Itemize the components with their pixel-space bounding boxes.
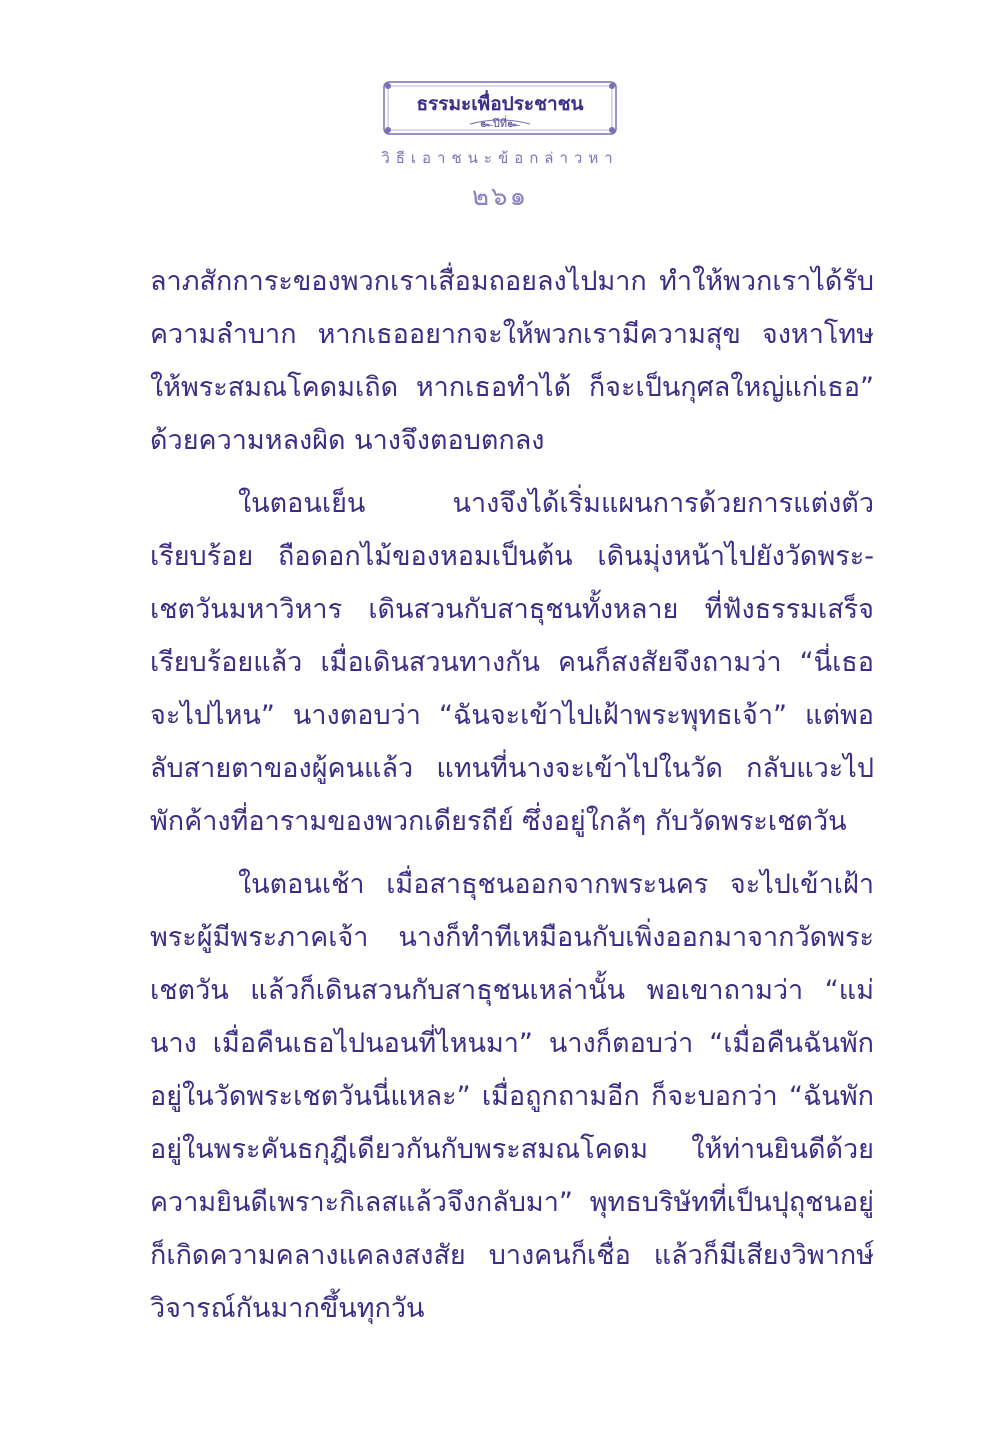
paragraph: ในตอนเช้า เมื่อสาธุชนออกจากพระนคร จะไปเข้าเฝ้าพระผู้มีพระภาคเจ้า นางก็ทำทีเหมือนกับเพิ่งออกมาจากวัดพระเชตวัน แล้วก็เดินสวนกับสาธุชนเหล่านั้น พอเขาถามว่า “แม่นาง เมื่อคืนเธอไปนอนที่ไหนมา” นางก็ตอบว่า “เมื่อคืนฉันพักอยู่ในวัดพระเชตวันนี่แหละ” เมื่อถูกถามอีก ก็จะบอกว่า “ฉันพักอยู่ในพระคันธกุฎีเดียวกันกับพระสมณโคดม ให้ท่านยินดีด้วยความยินดีเพราะกิเลสแล้วจึงกลับมา” พุทธบริษัทที่เป็นปุถุชนอยู่ ก็เกิดความคลางแคลงสงสัย บางคนก็เชื่อ แล้วก็มีเสียงวิพากษ์วิจารณ์กันมากขึ้นทุกวัน [150, 869, 874, 1324]
page-number: ๒๖๑ [471, 182, 529, 212]
book-logo [382, 80, 618, 136]
logo-title: ธรรมะเพื่อประชาชน [416, 93, 584, 115]
paragraph: ในตอนเย็น นางจึงได้เริ่มแผนการด้วยการแต่งตัวเรียบร้อย ถือดอกไม้ของหอมเป็นต้น เดินมุ่งหน้าไปยังวัดพระ-เชตวันมหาวิหาร เดินสวนกับสาธุชนทั้งหลาย ที่ฟังธรรมเสร็จเรียบร้อยแล้ว เมื่อเดินสวนทางกัน คนก็สงสัยจึงถามว่า “นี่เธอจะไปไหน” นางตอบว่า “ฉันจะเข้าไปเฝ้าพระพุทธเจ้า” แต่พอลับสายตาของผู้คนแล้ว แทนที่นางจะเข้าไปในวัด กลับแวะไปพักค้างที่อารามของพวกเดียรถีย์ ซึ่งอยู่ใกล้ๆ กับวัดพระเชตวัน [150, 488, 874, 837]
logo-subtitle: ๛ปีที่๛ [480, 117, 520, 130]
page-header [0, 80, 1000, 217]
chapter-title: วิธีเอาชนะข้อกล่าวหา [381, 149, 619, 167]
paragraph: ลาภสักการะของพวกเราเสื่อมถอยลงไปมาก ทำให้พวกเราได้รับความลำบาก หากเธออยากจะให้พวกเรามีความสุข จงหาโทษให้พระสมณโคดมเถิด หากเธอทำได้ ก็จะเป็นกุศลใหญ่แก่เธอ” ด้วยความหลงผิด นางจึงตอบตกลง [150, 266, 874, 456]
body-text [150, 255, 874, 1345]
